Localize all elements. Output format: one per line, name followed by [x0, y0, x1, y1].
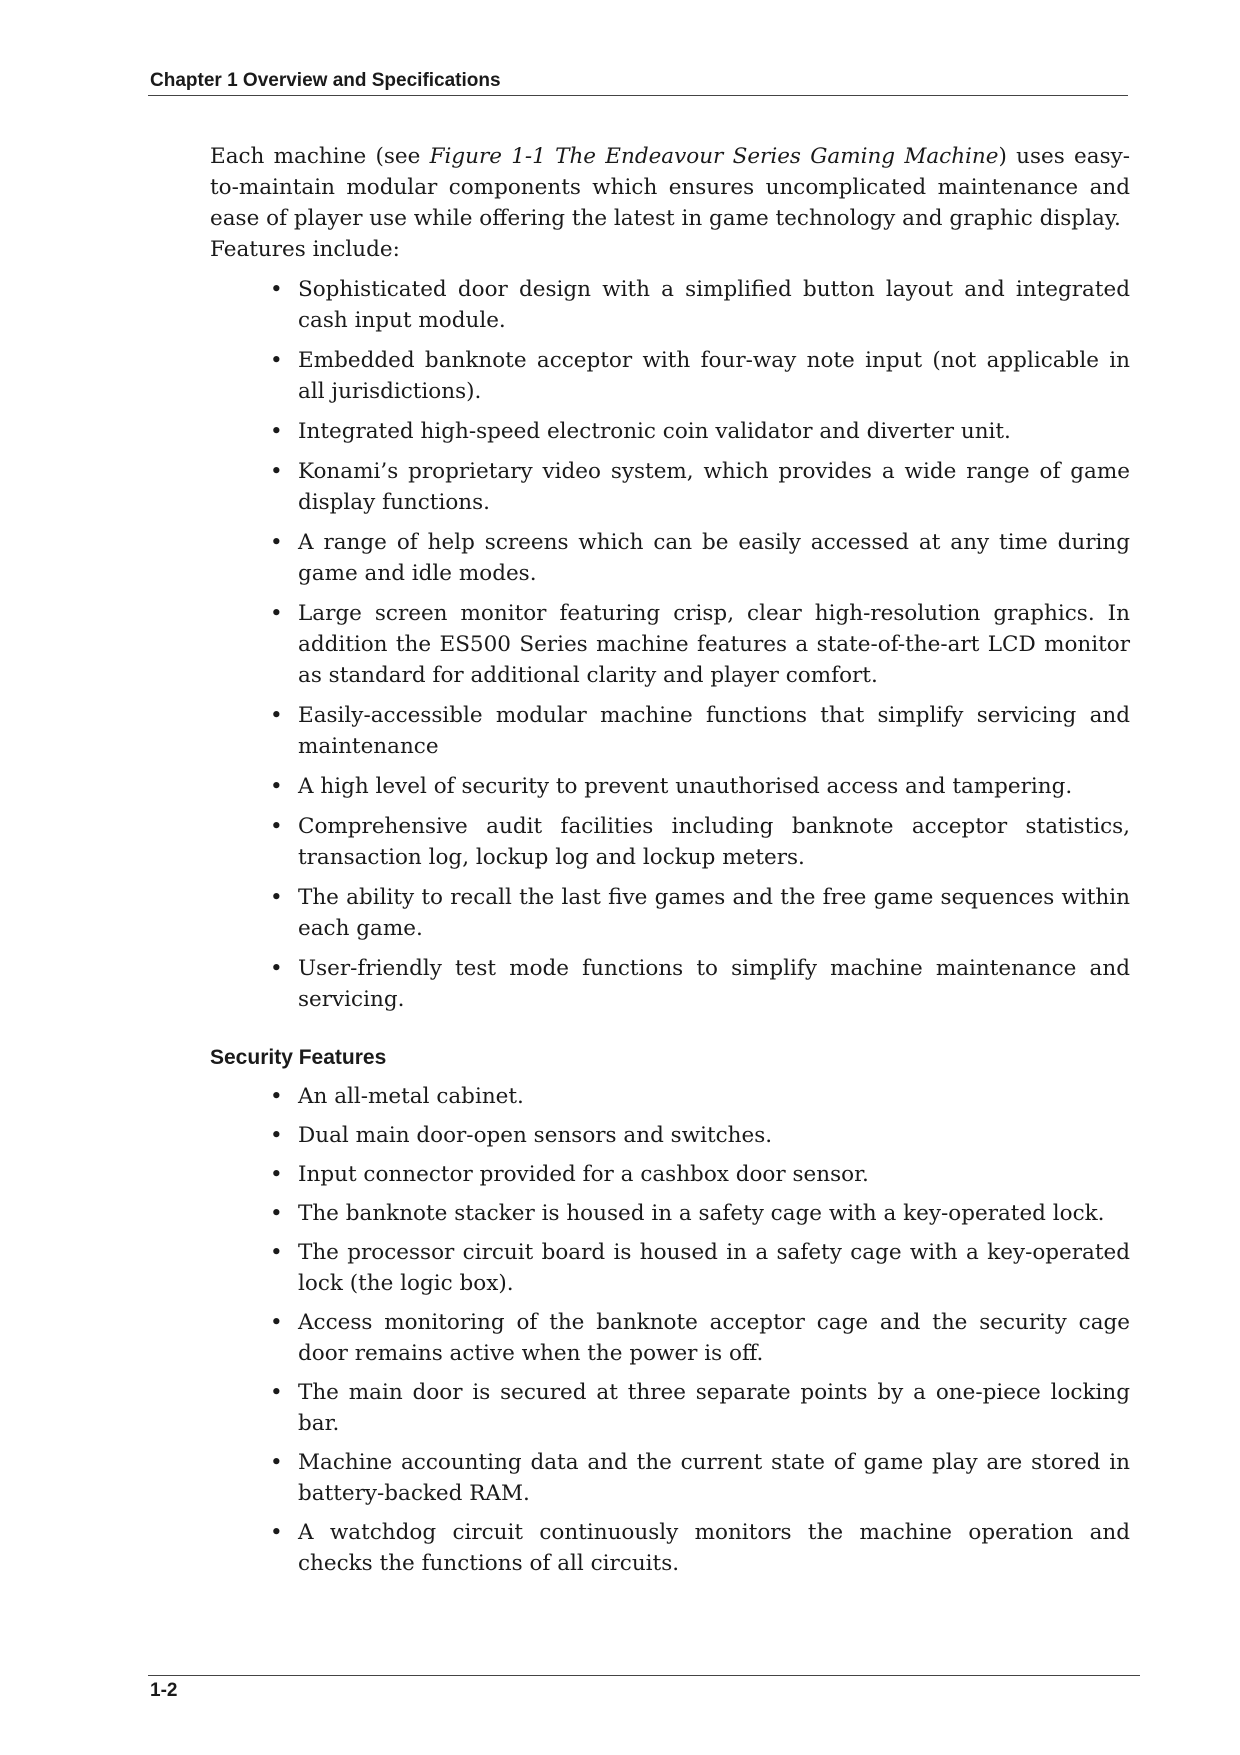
list-item: • The main door is secured at three separate points by a one-piece locking bar.: [298, 1377, 1130, 1439]
footer-divider: [148, 1675, 1140, 1676]
bullet-icon: •: [270, 530, 283, 555]
list-item: • Embedded banknote acceptor with four-way note input (not applicable in all jurisdictions).: [298, 345, 1130, 407]
list-item: • Sophisticated door design with a simplified button layout and integrated cash input module.: [298, 274, 1130, 336]
list-item: • A watchdog circuit continuously monitors the machine operation and checks the functions of all circuits.: [298, 1517, 1130, 1579]
security-features-list: [210, 1081, 1130, 1579]
bullet-icon: •: [270, 1380, 283, 1405]
bullet-icon: •: [270, 1084, 283, 1109]
list-item: • Comprehensive audit facilities including banknote acceptor statistics, transaction log, lockup log and lockup meters.: [298, 811, 1130, 873]
figure-reference: Figure 1-1 The Endeavour Series Gaming Machine: [429, 144, 999, 169]
list-item: • Konami’s proprietary video system, which provides a wide range of game display functions.: [298, 456, 1130, 518]
bullet-icon: •: [270, 348, 283, 373]
bullet-icon: •: [270, 459, 283, 484]
bullet-icon: •: [270, 419, 283, 444]
chapter-header: Chapter 1 Overview and Specifications: [150, 70, 501, 91]
list-item: • A range of help screens which can be easily accessed at any time during game and idle modes.: [298, 527, 1130, 589]
features-label: Features include:: [210, 237, 400, 262]
bullet-icon: •: [270, 1201, 283, 1226]
bullet-icon: •: [270, 1240, 283, 1265]
bullet-icon: •: [270, 277, 283, 302]
list-item: • Access monitoring of the banknote acceptor cage and the security cage door remains active when the power is off.: [298, 1307, 1130, 1369]
list-item: • The processor circuit board is housed in a safety cage with a key-operated lock (the logic box).: [298, 1237, 1130, 1299]
page-body: [210, 141, 1130, 1587]
bullet-icon: •: [270, 1123, 283, 1148]
bullet-icon: •: [270, 1310, 283, 1335]
bullet-icon: •: [270, 885, 283, 910]
bullet-icon: •: [270, 601, 283, 626]
list-item: • Input connector provided for a cashbox door sensor.: [298, 1159, 1130, 1190]
list-item: • User-friendly test mode functions to simplify machine maintenance and servicing.: [298, 953, 1130, 1015]
bullet-icon: •: [270, 703, 283, 728]
header-divider: [148, 95, 1128, 96]
list-item: • Easily-accessible modular machine functions that simplify servicing and maintenance: [298, 700, 1130, 762]
intro-suffix: ) uses easy-to-maintain modular components which ensures uncomplicated maintenance and ease of player use while offering the latest in game technology and graphic display.: [210, 144, 1131, 231]
bullet-icon: •: [270, 1520, 283, 1545]
list-item: • The ability to recall the last five games and the free game sequences within each game.: [298, 882, 1130, 944]
features-list: [210, 274, 1130, 1015]
list-item: • A high level of security to prevent unauthorised access and tampering.: [298, 771, 1130, 802]
list-item: • Dual main door-open sensors and switches.: [298, 1120, 1130, 1151]
list-item: • An all-metal cabinet.: [298, 1081, 1130, 1112]
bullet-icon: •: [270, 1162, 283, 1187]
bullet-icon: •: [270, 956, 283, 981]
page-number: 1-2: [150, 1680, 178, 1701]
list-item: • Integrated high-speed electronic coin validator and diverter unit.: [298, 416, 1130, 447]
list-item: • Large screen monitor featuring crisp, clear high-resolution graphics. In addition the ES500 Series machine features a state-of-the-art LCD monitor as standard for additional clarity and player comfort.: [298, 598, 1130, 691]
bullet-icon: •: [270, 1450, 283, 1475]
list-item: • The banknote stacker is housed in a safety cage with a key-operated lock.: [298, 1198, 1130, 1229]
security-features-heading: Security Features: [210, 1046, 387, 1069]
intro-paragraph: [210, 141, 1130, 265]
bullet-icon: •: [270, 814, 283, 839]
list-item: • Machine accounting data and the current state of game play are stored in battery-backed RAM.: [298, 1447, 1130, 1509]
intro-prefix: Each machine (see: [210, 144, 430, 169]
bullet-icon: •: [270, 774, 283, 799]
